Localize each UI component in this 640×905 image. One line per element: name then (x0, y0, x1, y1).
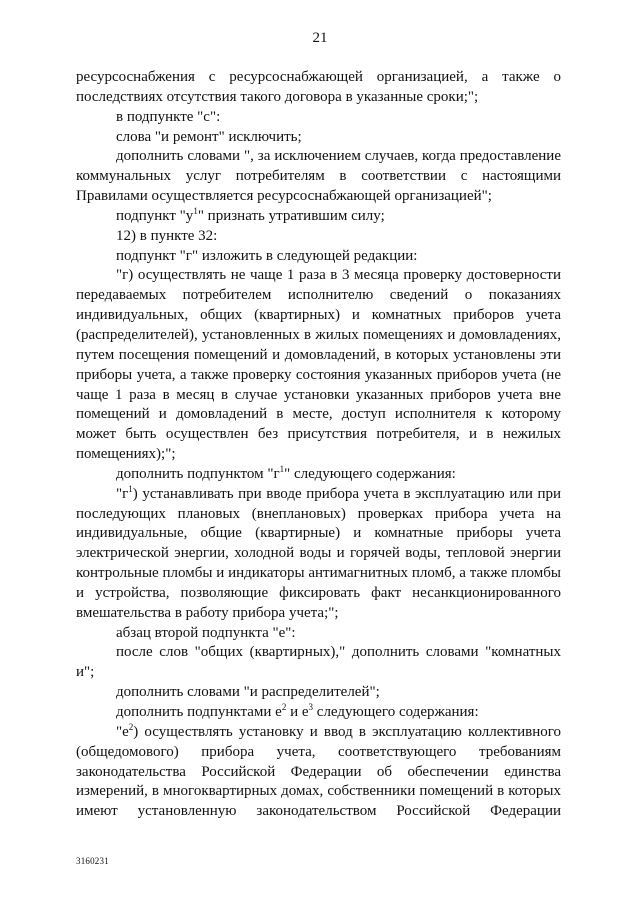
paragraph-add-words-exception: дополнить словами ", за исключением случаев, когда предоставление коммунальных услуг потребителям в соответствии с настоящими Правилами осуществляется ресурсоснабжающей организацией"; (76, 148, 561, 205)
paragraph-delete-repair: слова "и ремонт" исключить; (116, 128, 302, 145)
paragraph-g-new-wording: подпункт "г" изложить в следующей редакции: (116, 247, 418, 264)
paragraph-u1-invalid: подпункт "$у^1$" признать утратившим силу; (116, 205, 385, 224)
paragraph-item-12: 12) в пункте 32: (116, 227, 218, 244)
page-number: 21 (312, 30, 328, 46)
paragraph-add-g1: дополнить подпунктом "$г^1$" следующего содержания: (116, 463, 456, 482)
document-code: 3160231 (76, 856, 109, 866)
paragraph-g1-text: "$г^1$) устанавливать при вводе прибора учета в эксплуатацию или при последующих плановых (внеплановых) проверках прибора учета на индивидуальные, общие (квартирные) и комнатные приборы учета электрической энергии, холодной воды и горячей воды, тепловой энергии контрольные пломбы и индикаторы антимагнитных пломб, а также пломбы и устройства, позволяющие фиксировать факт несанкционированного вмешательства в работу прибора учета;"; (76, 483, 561, 621)
paragraph-continuation: ресурсоснабжения с ресурсоснабжающей организацией, а также о последствиях отсутствия такого договора в указанные сроки;"; (76, 69, 561, 105)
paragraph-e2-text: "$е^2$) осуществлять установку и ввод в эксплуатацию коллективного (общедомового) прибора учета, соответствующего требованиям законодательства Российской Федерации об обеспечении единства измерений, в многоквартирных домах, собственники помещений в которых имеют установленную законодательством Российской Федерации (76, 721, 561, 820)
paragraph-add-e2-e3: дополнить подпунктами $е^2$ и $е^3$ следующего содержания: (116, 702, 479, 720)
paragraph-add-distributors: дополнить словами "и распределителей"; (116, 684, 380, 701)
paragraph-add-communal: после слов "общих (квартирных)," дополнить словами "комнатных и"; (76, 644, 561, 681)
paragraph-e-second-abzac: абзац второй подпункта "е": (116, 624, 296, 641)
document-body (76, 68, 561, 822)
paragraph-g-text: "г) осуществлять не чаще 1 раза в 3 месяца проверку достоверности передаваемых потребителем исполнителю сведений о показаниях индивидуальных, общих (квартирных) и комнатных приборов учета (распределителей), установленных в жилых помещениях и домовладениях, путем посещения помещений и домовладений, в которых установлены эти приборы учета, а также проверку состояния указанных приборов учета (не чаще 1 раза в месяц в случае установки указанных приборов учета вне помещений и домовладений в месте, доступ исполнителя к которому может быть осуществлен без присутствия потребителя, и в нежилых помещениях);"; (76, 267, 561, 463)
paragraph-subclause-s: в подпункте "с": (116, 108, 221, 125)
